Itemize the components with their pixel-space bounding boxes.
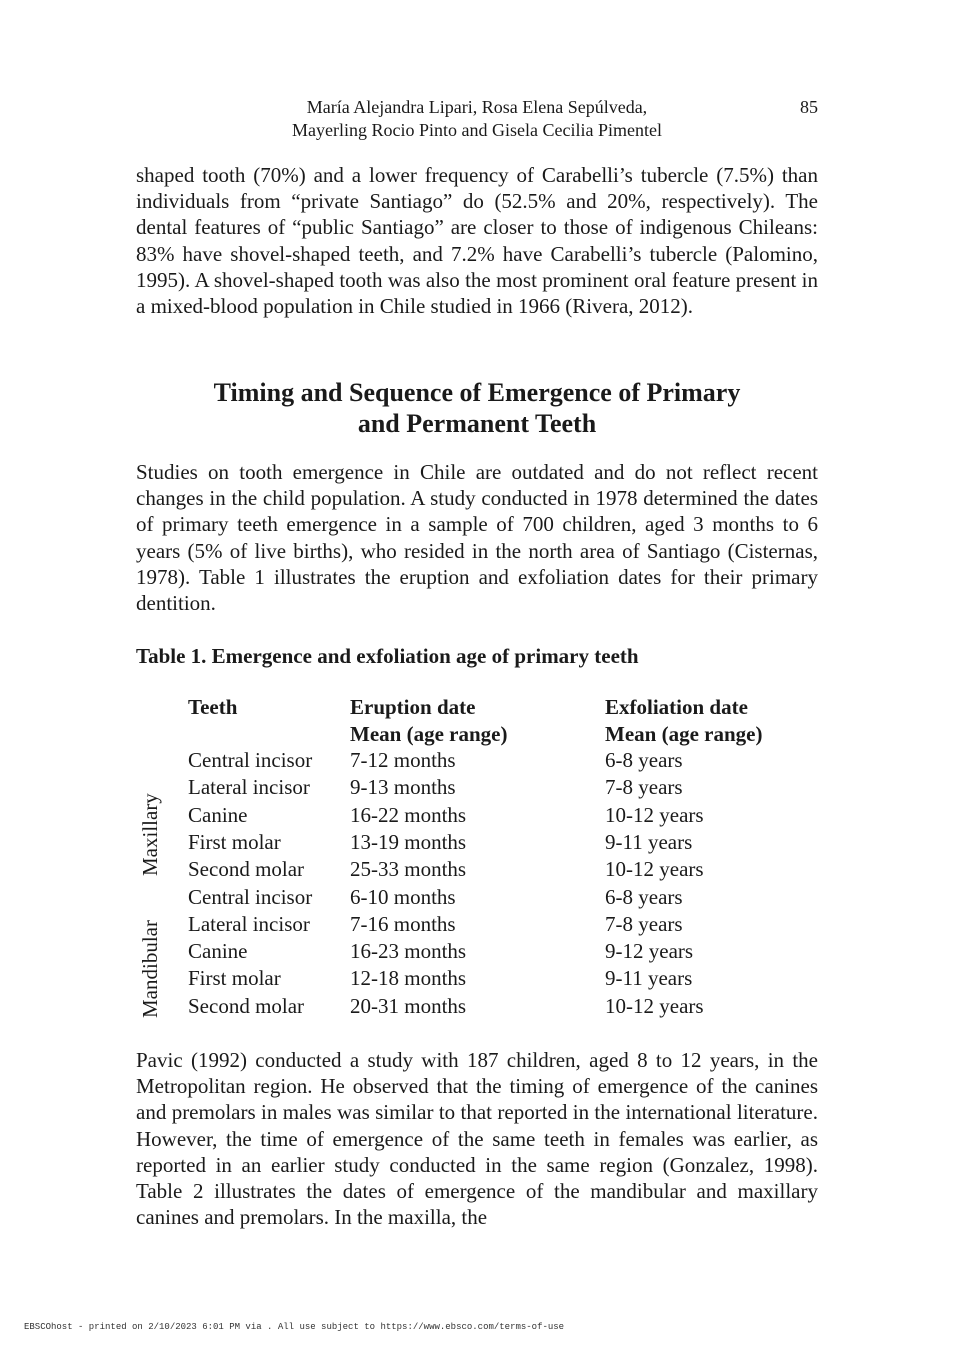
cell-tooth: Lateral incisor: [188, 911, 310, 936]
cell-tooth: Canine: [188, 802, 248, 827]
cell-tooth: First molar: [188, 829, 281, 854]
cell-exfoliation: 6-8 years: [605, 748, 683, 772]
table-row: [136, 856, 818, 883]
cell-exfoliation: 7-8 years: [605, 911, 683, 936]
page-number: 85: [800, 97, 818, 117]
cell-eruption: 13-19 months: [350, 829, 467, 854]
cell-exfoliation: 7-8 years: [605, 775, 683, 800]
cell-eruption: 6-10 months: [350, 884, 456, 909]
section-heading: [136, 377, 818, 439]
cell-exfoliation: 10-12 years: [605, 993, 704, 1018]
table-row: [136, 747, 818, 774]
header-exfoliation-line1: Exfoliation date: [605, 695, 748, 719]
cell-eruption: 16-22 months: [350, 802, 467, 827]
section-heading-line2: and Permanent Teeth: [357, 409, 597, 438]
cell-eruption: 16-23 months: [350, 939, 467, 964]
cell-exfoliation: 9-11 years: [605, 829, 693, 854]
paragraph-studies: Studies on tooth emergence in Chile are outdated and do not reflect recent changes in the child population. A study conducted in 1978 determined the dates of primary teeth emergence in a sample of 700 children, aged 3 months to 6 years (5% of live births), who resided in the north area of Santiago (Cisternas, 1978). Table 1 illustrates the eruption and exfoliation dates for their primary dentition.: [136, 460, 818, 616]
table-row: [136, 884, 818, 911]
table-row: [136, 802, 818, 829]
cell-tooth: Central incisor: [188, 748, 313, 772]
header-teeth: Teeth: [188, 695, 238, 719]
running-head-authors-line1: María Alejandra Lipari, Rosa Elena Sepúlveda,: [306, 97, 648, 117]
cell-eruption: 20-31 months: [350, 993, 467, 1018]
table-row: [136, 911, 818, 938]
cell-tooth: Lateral incisor: [188, 775, 310, 800]
running-head: [136, 96, 818, 142]
cell-eruption: 9-13 months: [350, 775, 456, 800]
table-row: [136, 993, 818, 1020]
header-eruption: [350, 694, 507, 747]
cell-eruption: 25-33 months: [350, 857, 467, 882]
cell-tooth: First molar: [188, 966, 281, 991]
table-caption: Table 1. Emergence and exfoliation age of primary teeth: [136, 644, 639, 668]
cell-eruption: 7-12 months: [350, 748, 456, 772]
running-head-authors-line2: Mayerling Rocio Pinto and Gisela Cecilia Pimentel: [292, 120, 662, 140]
table-row: [136, 829, 818, 856]
group-label-mandibular: Mandibular: [138, 920, 162, 1018]
header-eruption-line1: Eruption date: [350, 695, 476, 719]
paragraph-pavic: Pavic (1992) conducted a study with 187 children, aged 8 to 12 years, in the Metropolitan region. He observed that the timing of emergence of the canines and premolars in males was similar to that reported in the international literature. However, the time of emergence of the same teeth in females was earlier, as reported in an earlier study conducted in the same region (Gonzalez, 1998). Table 2 illustrates the dates of emergence of the mandibular and maxillary canines and premolars. In the maxilla, the: [136, 1048, 818, 1230]
cell-exfoliation: 9-11 years: [605, 966, 693, 991]
table-row: [136, 774, 818, 801]
header-exfoliation-line2: Mean (age range): [605, 721, 763, 746]
cell-exfoliation: 6-8 years: [605, 884, 683, 909]
cell-exfoliation: 10-12 years: [605, 857, 704, 882]
cell-eruption: 7-16 months: [350, 911, 456, 936]
cell-tooth: Central incisor: [188, 884, 313, 909]
table-row: [136, 965, 818, 992]
cell-exfoliation: 10-12 years: [605, 802, 704, 827]
header-eruption-line2: Mean (age range): [350, 721, 508, 746]
paragraph-intro: shaped tooth (70%) and a lower frequency of Carabelli’s tubercle (7.5%) than individuals from “private Santiago” do (52.5% and 20%, respectively). The dental features of “public Santiago” are closer to those of indigenous Chileans: 83% have shovel-shaped teeth, and 7.2% have Carabelli’s tubercle (Palomino, 1995). A shovel-shaped tooth was also the most prominent oral feature present in a mixed-blood population in Chile studied in 1966 (Rivera, 2012).: [136, 163, 818, 319]
cell-tooth: Second molar: [188, 857, 305, 882]
cell-tooth: Canine: [188, 939, 248, 964]
cell-tooth: Second molar: [188, 993, 305, 1018]
header-exfoliation: [605, 694, 762, 747]
table-row: [136, 938, 818, 965]
ebsco-footer: EBSCOhost - printed on 2/10/2023 6:01 PM via . All use subject to https://www.ebsco.com/terms-of-use: [24, 1322, 565, 1332]
section-heading-line1: Timing and Sequence of Emergence of Primary: [213, 378, 741, 407]
group-label-maxillary: Maxillary: [138, 793, 162, 876]
cell-eruption: 12-18 months: [350, 966, 467, 991]
cell-exfoliation: 9-12 years: [605, 939, 694, 964]
